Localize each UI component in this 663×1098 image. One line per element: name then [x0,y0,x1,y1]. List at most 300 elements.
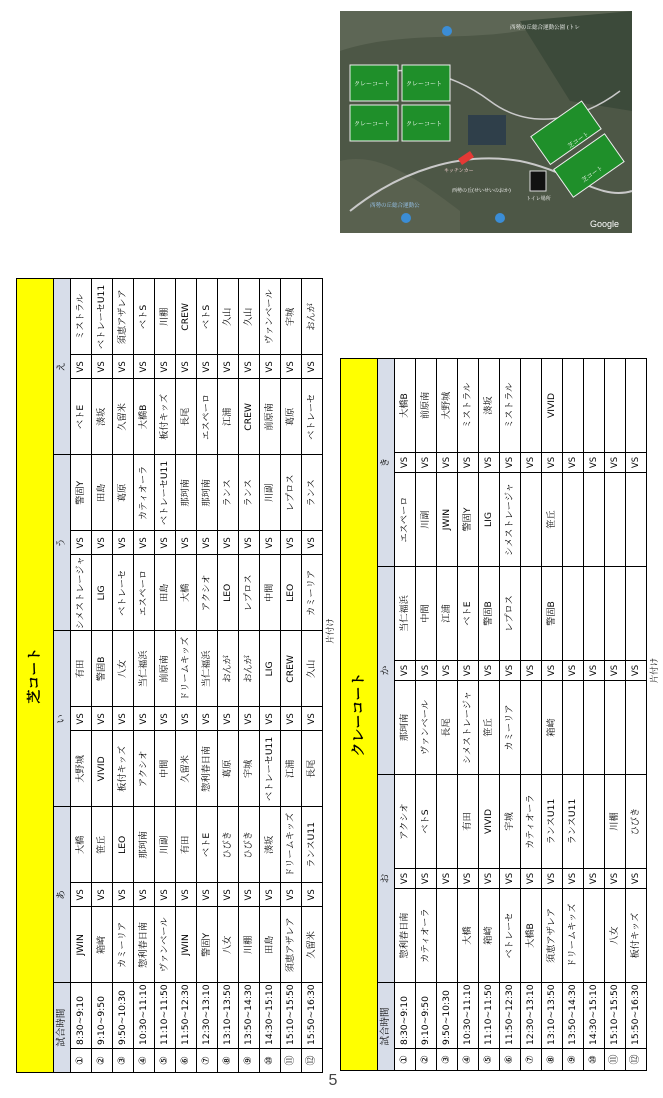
team-a: 大橋 [176,555,197,631]
team-b: ミストラル [500,359,521,453]
vs-label: VS [437,661,458,681]
vs-label: VS [71,355,92,379]
vs-label: VS [155,883,176,907]
match-row [281,279,302,1073]
team-a [584,681,605,775]
team-a: ベトレーセ [500,889,521,983]
team-a [584,473,605,567]
match-row [92,279,113,1073]
footer-spacer [323,983,340,1073]
team-b: 前原南 [155,631,176,707]
vs-label: VS [92,355,113,379]
team-b: ベトS [197,279,218,355]
court-header: え [54,279,71,455]
shiba-court-label: 芝コート [566,130,591,151]
cleanup-label: 片付け [647,359,663,983]
vs-label: VS [542,661,563,681]
match-number: ⑥ [176,1049,197,1073]
match-number: ② [416,1049,437,1071]
team-a: 箱崎 [479,889,500,983]
vs-label: VS [521,453,542,473]
team-b [626,359,647,453]
vs-label: VS [416,661,437,681]
team-a: LIG [92,555,113,631]
clay-schedule-table [340,358,663,1071]
vs-label: VS [155,531,176,555]
team-a: ベトレーセ [113,555,134,631]
match-number: ⑫ [626,1049,647,1071]
team-b: 江浦 [437,567,458,661]
team-a: 板付キッズ [626,889,647,983]
park-label: 西勢の丘総合運動公園 (トレ [510,25,580,31]
team-b: 警固Y [71,455,92,531]
vs-label: VS [626,453,647,473]
team-a: 中間 [260,555,281,631]
team-b: ヴァンベール [260,279,281,355]
match-row [563,359,584,1071]
team-b [563,359,584,453]
match-number: ④ [458,1049,479,1071]
match-time: 15:10~15:50 [605,983,626,1049]
team-b: 久山 [239,279,260,355]
team-a: LEO [218,555,239,631]
team-b [584,359,605,453]
vs-label: VS [542,869,563,889]
team-a: 惣利春日南 [134,907,155,983]
vs-label: VS [563,661,584,681]
team-b: ランス [239,455,260,531]
vs-label: VS [176,883,197,907]
vs-label: VS [395,453,416,473]
match-time: 13:50~14:30 [563,983,584,1049]
match-time: 10:30~11:10 [134,983,155,1049]
team-b: おんが [239,631,260,707]
vs-label: VS [626,661,647,681]
team-b: カティオーラ [521,775,542,869]
cleanup-label: 片付け [323,279,340,983]
match-number: ⑥ [500,1049,521,1071]
vs-label: VS [197,531,218,555]
team-b: ランス [218,455,239,531]
vs-label: VS [500,453,521,473]
match-time: 14:30~15:10 [260,983,281,1049]
team-b: 大橋B [395,359,416,453]
shiba-schedule-table [16,278,339,1073]
vs-label: VS [281,531,302,555]
match-number: ③ [437,1049,458,1071]
vs-label: VS [134,883,155,907]
vs-label: VS [155,707,176,731]
vs-label: VS [113,883,134,907]
clay-court-label: クレーコート [354,121,391,128]
team-b [521,359,542,453]
vs-label: VS [500,869,521,889]
vs-label: VS [584,869,605,889]
team-a: 須恵アザレア [542,889,563,983]
match-number: ⑧ [542,1049,563,1071]
match-time: 14:30~15:10 [584,983,605,1049]
match-number: ③ [113,1049,134,1073]
team-b: ベトS [134,279,155,355]
team-a: 板付キッズ [113,731,134,807]
vs-label: VS [521,869,542,889]
vs-label: VS [113,355,134,379]
team-a: 久留米 [302,907,323,983]
team-b: ランスU11 [542,775,563,869]
match-row [437,359,458,1071]
match-number: ⑤ [479,1049,500,1071]
match-time: 13:50~14:30 [239,983,260,1049]
match-row [416,359,437,1071]
hill-label: 西勢の丘(せいせいのおか) [452,188,511,194]
team-b: 有田 [71,631,92,707]
team-a: カミーリア [302,555,323,631]
vs-label: VS [92,883,113,907]
time-header: 試合時間 [54,983,71,1073]
team-a: 長尾 [176,379,197,455]
team-b: CREW [176,279,197,355]
match-time: 9:50~10:30 [113,983,134,1049]
team-b: LEO [113,807,134,883]
vs-label: VS [92,707,113,731]
team-b: VIVID [479,775,500,869]
team-b: おんが [218,631,239,707]
match-time: 15:50~16:30 [302,983,323,1049]
team-b: レプロス [500,567,521,661]
vs-label: VS [395,661,416,681]
match-row [218,279,239,1073]
match-row [605,359,626,1071]
match-row [239,279,260,1073]
court-header: お [378,775,395,983]
team-a: ヴァンベール [416,681,437,775]
vs-label: VS [260,355,281,379]
team-b: ベトE [197,807,218,883]
vs-label: VS [479,661,500,681]
team-b: 川棚 [155,279,176,355]
match-number: ② [92,1049,113,1073]
shiba-court-schedule [16,13,336,1073]
team-a [521,681,542,775]
team-b: レプロス [281,455,302,531]
vs-label: VS [458,661,479,681]
vs-label: VS [134,531,155,555]
team-b: 久山 [302,631,323,707]
match-row [113,279,134,1073]
team-a: 大橋 [458,889,479,983]
team-a: CREW [239,379,260,455]
court-header: か [378,567,395,775]
vs-label: VS [260,707,281,731]
team-b: 警固B [92,631,113,707]
team-b: 湊坂 [260,807,281,883]
match-time: 15:50~16:30 [626,983,647,1049]
vs-label: VS [479,453,500,473]
vs-label: VS [458,869,479,889]
shiba-title: 芝コート [17,279,54,1073]
venue-map [340,11,632,233]
vs-label: VS [302,707,323,731]
team-a: 惣利春日南 [395,889,416,983]
team-a: エスペーロ [197,379,218,455]
vs-label: VS [155,355,176,379]
team-a: 箱崎 [92,907,113,983]
team-a: 田島 [260,907,281,983]
match-number: ① [71,1049,92,1073]
team-a: シメストレージャ [458,681,479,775]
match-time: 11:50~12:30 [176,983,197,1049]
vs-label: VS [239,883,260,907]
vs-label: VS [113,707,134,731]
court-header: う [54,455,71,631]
match-number: ⑧ [218,1049,239,1073]
team-b [437,775,458,869]
match-time: 11:10~11:50 [155,983,176,1049]
match-row [458,359,479,1071]
match-time: 9:10~9:50 [416,983,437,1049]
team-a: 川副 [416,473,437,567]
match-row [260,279,281,1073]
vs-label: VS [584,453,605,473]
team-b: 川副 [155,807,176,883]
footer-spacer [647,983,663,1071]
vs-label: VS [239,531,260,555]
vs-label: VS [218,355,239,379]
vs-label: VS [176,355,197,379]
map-labels [340,11,632,233]
team-a: 長尾 [437,681,458,775]
match-time: 8:30~9:10 [71,983,92,1049]
team-a: カティオーラ [416,889,437,983]
team-b: 前原南 [416,359,437,453]
team-a: 前原南 [260,379,281,455]
match-number: ⑫ [302,1049,323,1073]
court-header: き [378,359,395,567]
clay-title: クレーコート [341,359,378,1071]
team-a: シメストレージャ [500,473,521,567]
vs-label: VS [218,883,239,907]
team-a: LIG [479,473,500,567]
team-b: カティオーラ [134,455,155,531]
match-row [521,359,542,1071]
vs-label: VS [218,707,239,731]
match-row [500,359,521,1071]
match-number: ⑨ [239,1049,260,1073]
match-number: ⑤ [155,1049,176,1073]
team-b: ひびき [218,807,239,883]
team-b: おんが [302,279,323,355]
vs-label: VS [197,707,218,731]
team-a: JWIN [437,473,458,567]
google-logo: Google [590,219,620,229]
team-b [584,775,605,869]
vs-label: VS [281,707,302,731]
vs-label: VS [302,531,323,555]
team-a: VIVID [92,731,113,807]
team-a: アクシオ [134,731,155,807]
team-a: レプロス [239,555,260,631]
clay-court-label: クレーコート [354,81,391,88]
match-row [197,279,218,1073]
match-row [71,279,92,1073]
team-b: ベトレーセU11 [92,279,113,355]
team-b: 中間 [416,567,437,661]
match-time: 8:30~9:10 [395,983,416,1049]
team-b: ミストラル [71,279,92,355]
team-b: 警固B [542,567,563,661]
team-a: シメストレージャ [71,555,92,631]
clay-court-label: クレーコート [406,81,443,88]
match-time: 15:10~15:50 [281,983,302,1049]
match-row [542,359,563,1071]
shiba-court-label: 芝コート [580,164,605,185]
vs-label: VS [239,707,260,731]
team-b: 当仁福浜 [134,631,155,707]
match-time: 11:50~12:30 [500,983,521,1049]
team-a: 長尾 [302,731,323,807]
vs-label: VS [521,661,542,681]
team-b: 湊坂 [479,359,500,453]
match-time: 13:10~13:50 [218,983,239,1049]
team-a: 那珂南 [395,681,416,775]
team-a: エスペーロ [395,473,416,567]
team-b: 那珂南 [176,455,197,531]
team-a [605,681,626,775]
team-a: 川棚 [239,907,260,983]
team-b: 那珂南 [197,455,218,531]
team-a: ヴァンベール [155,907,176,983]
match-time: 11:10~11:50 [479,983,500,1049]
team-a: アクシオ [197,555,218,631]
team-b [521,567,542,661]
team-a: 江浦 [218,379,239,455]
team-b: ランスU11 [563,775,584,869]
team-a: 須恵アザレア [281,907,302,983]
vs-label: VS [71,883,92,907]
match-time: 12:30~13:10 [521,983,542,1049]
team-b: 田島 [92,455,113,531]
team-b: 当仁福浜 [197,631,218,707]
vs-label: VS [134,355,155,379]
match-row [479,359,500,1071]
match-time: 12:30~13:10 [197,983,218,1049]
team-a [605,473,626,567]
team-b: ベトS [416,775,437,869]
team-a: カミーリア [500,681,521,775]
team-b: ひびき [239,807,260,883]
team-b: ミストラル [458,359,479,453]
match-row [395,359,416,1071]
vs-label: VS [416,869,437,889]
match-row [626,359,647,1071]
team-b: 笹丘 [92,807,113,883]
team-b: 宇城 [500,775,521,869]
team-b: 有田 [176,807,197,883]
match-row [302,279,323,1073]
clay-court-schedule [340,247,660,1071]
team-b [626,567,647,661]
vs-label: VS [458,453,479,473]
vs-label: VS [605,869,626,889]
team-a: 笹丘 [479,681,500,775]
team-a: カミーリア [113,907,134,983]
court-header: い [54,631,71,807]
team-b: LIG [260,631,281,707]
match-number: ⑩ [584,1049,605,1071]
vs-label: VS [218,531,239,555]
team-b: 警固B [479,567,500,661]
vs-label: VS [437,869,458,889]
vs-label: VS [113,531,134,555]
team-b: 大野城 [437,359,458,453]
team-b [605,567,626,661]
team-b: ベトE [458,567,479,661]
vs-label: VS [197,355,218,379]
team-b: 宇城 [281,279,302,355]
team-a: 惣利春日南 [197,731,218,807]
vs-label: VS [500,661,521,681]
vs-label: VS [176,531,197,555]
team-a [521,473,542,567]
vs-label: VS [134,707,155,731]
team-a: 宇城 [239,731,260,807]
team-b: 久山 [218,279,239,355]
match-row [584,359,605,1071]
page-number: 5 [328,1072,338,1089]
team-b: ベトレーセU11 [155,455,176,531]
team-a: エスペーロ [134,555,155,631]
match-number: ⑨ [563,1049,584,1071]
vs-label: VS [260,531,281,555]
vs-label: VS [239,355,260,379]
team-a: ドリームキッズ [563,889,584,983]
team-a [626,681,647,775]
team-b: 須恵アザレア [113,279,134,355]
match-time: 9:10~9:50 [92,983,113,1049]
team-a: 大野城 [71,731,92,807]
team-b [584,567,605,661]
team-a: 笹丘 [542,473,563,567]
vs-label: VS [281,355,302,379]
team-b: 有田 [458,775,479,869]
team-a: ベトE [71,379,92,455]
team-a: 葛原 [218,731,239,807]
team-b [563,567,584,661]
vs-label: VS [302,883,323,907]
team-b: CREW [281,631,302,707]
team-b: ドリームキッズ [176,631,197,707]
team-b: アクシオ [395,775,416,869]
team-a: 大橋B [134,379,155,455]
vs-label: VS [260,883,281,907]
team-a [437,889,458,983]
clay-court-label: クレーコート [406,121,443,128]
team-a: 江浦 [281,731,302,807]
team-a: 八女 [605,889,626,983]
match-time: 10:30~11:10 [458,983,479,1049]
team-b: ランス [302,455,323,531]
match-row [176,279,197,1073]
team-a: JWIN [176,907,197,983]
pin-label: キッチンカー [444,168,474,174]
match-row [155,279,176,1073]
team-a: 葛原 [281,379,302,455]
team-a: LEO [281,555,302,631]
team-b: 当仁福浜 [395,567,416,661]
vs-label: VS [302,355,323,379]
match-number: ⑩ [260,1049,281,1073]
team-a: ベトレーセU11 [260,731,281,807]
